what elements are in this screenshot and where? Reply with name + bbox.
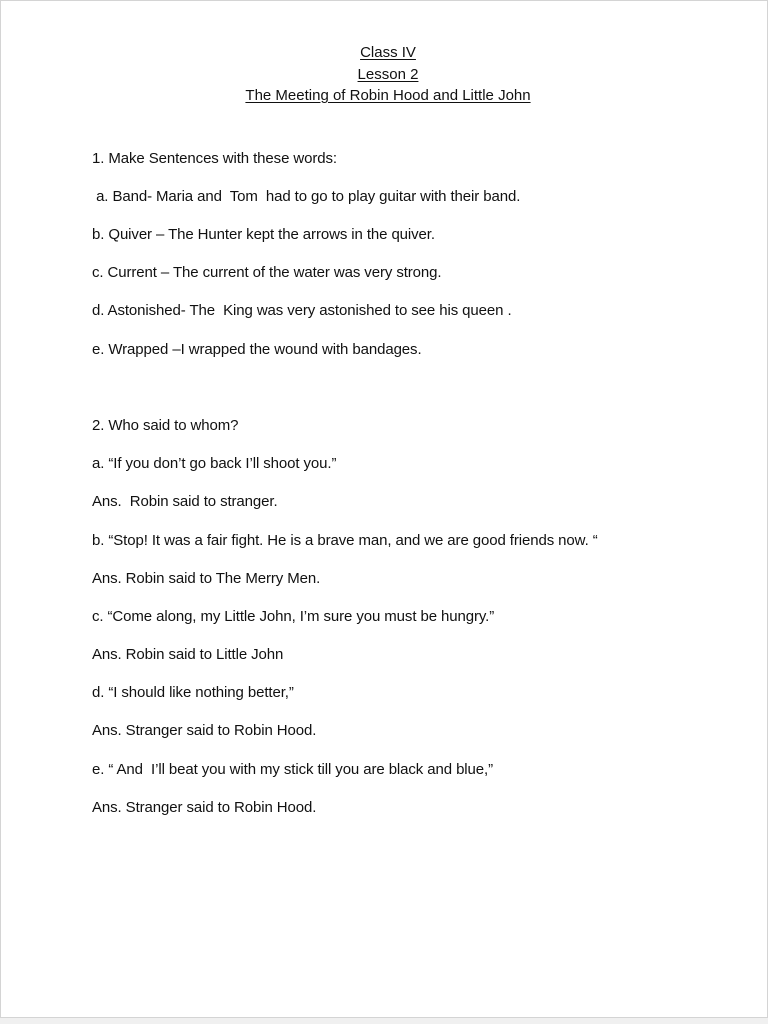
sentence-quiver: b. Quiver – The Hunter kept the arrows in the quiver. xyxy=(92,226,435,243)
lesson-title: Lesson 2 xyxy=(357,65,419,83)
answer-a: Ans. Robin said to stranger. xyxy=(92,493,278,510)
section2-heading: 2. Who said to whom? xyxy=(92,417,239,434)
document-header xyxy=(1,42,768,107)
sentence-astonished: d. Astonished- The King was very astonished to see his queen . xyxy=(92,302,512,319)
quote-d: d. “I should like nothing better,” xyxy=(92,684,294,701)
quote-a: a. “If you don’t go back I’ll shoot you.” xyxy=(92,455,337,472)
answer-e: Ans. Stranger said to Robin Hood. xyxy=(92,799,317,816)
sentence-current: c. Current – The current of the water was very strong. xyxy=(92,264,442,281)
quote-c: c. “Come along, my Little John, I’m sure you must be hungry.” xyxy=(92,608,495,625)
answer-b: Ans. Robin said to The Merry Men. xyxy=(92,570,321,587)
sentence-wrapped: e. Wrapped –I wrapped the wound with bandages. xyxy=(92,341,422,358)
answer-d: Ans. Stranger said to Robin Hood. xyxy=(92,722,317,739)
class-title: Class IV xyxy=(360,44,416,61)
section1-heading: 1. Make Sentences with these words: xyxy=(92,150,337,167)
answer-c: Ans. Robin said to Little John xyxy=(92,646,284,663)
story-title: The Meeting of Robin Hood and Little John xyxy=(245,87,531,104)
sentence-band: a. Band- Maria and Tom had to go to play guitar with their band. xyxy=(92,188,521,205)
quote-e: e. “ And I’ll beat you with my stick till you are black and blue,” xyxy=(92,761,493,778)
quote-b: b. “Stop! It was a fair fight. He is a brave man, and we are good friends now. “ xyxy=(92,532,598,549)
